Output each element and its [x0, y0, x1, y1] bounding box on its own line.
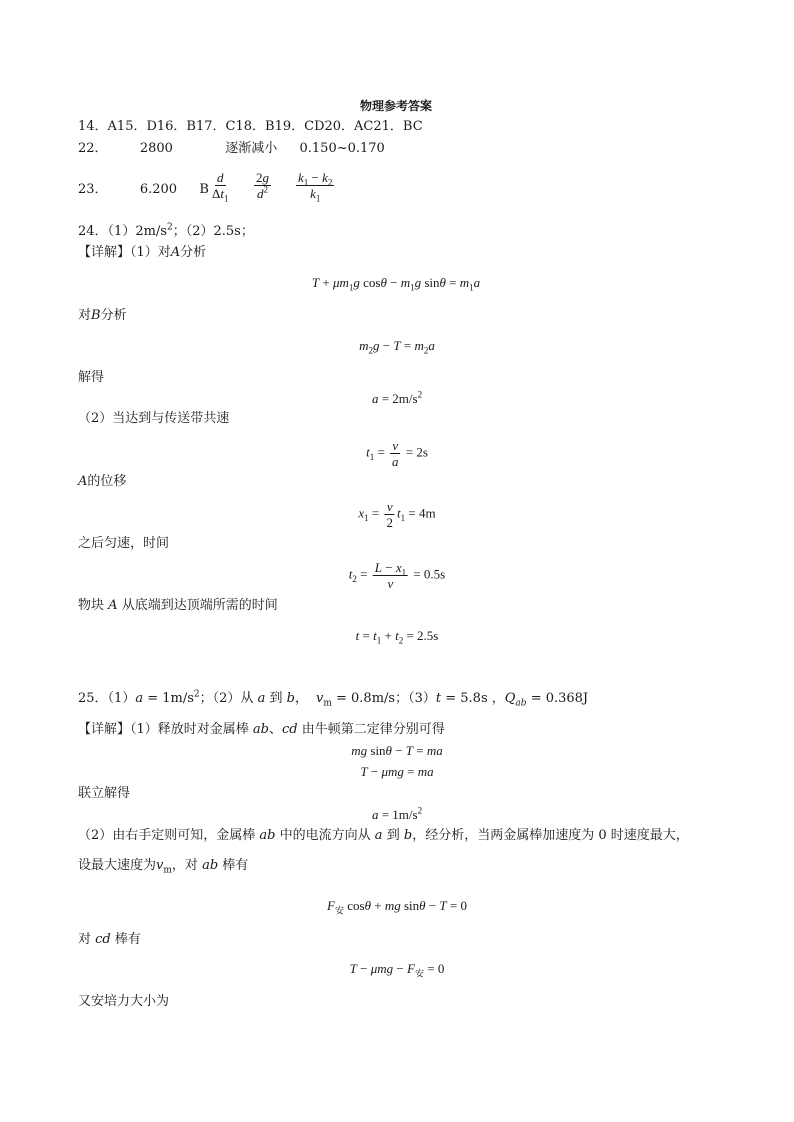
ampere-subscript: 安: [414, 968, 424, 979]
q24-total-label: 物块 A 从底端到达顶端所需的时间: [78, 598, 278, 613]
q24-eq-force-A: $T + \mu m_1g$ $\cos\theta - m_1g$ $\sin\theta = m_1a$: [311, 275, 481, 293]
q23-num: 23．: [78, 182, 108, 197]
q22-answers: [78, 141, 385, 157]
q24-eq-total: $t = t_1 + t_2 = 2.5s$: [355, 628, 439, 646]
q24-eq-t2: $t_2$ = $\frac{L - x_1}{v}$ = 0.5s: [348, 560, 446, 591]
q25-eq-cd-balance: $T - \mu mg - F_安 = 0$: [349, 961, 445, 979]
q14-answers: 14．A15．D16．B17．C18．B19．CD20．AC21．BC: [78, 119, 423, 134]
q24-detail: 【详解】（1）对A分析: [78, 245, 207, 260]
q25-eq-cd: T − μmg = ma: [360, 764, 434, 779]
q24-eq-force-B: $m_2g - T = m_2a$: [359, 338, 435, 356]
q24-header: 24．$(1)2m/s^2$；（2）2.5s；: [78, 222, 254, 239]
q23-formula-3: $\frac{k_1 - k_2}{k_1}$: [298, 170, 333, 204]
q24-uniform-label: 之后匀速，时间: [78, 536, 170, 551]
q24-eq-accel: $a = 2m/s^2$: [371, 389, 423, 406]
q23-answers: [78, 182, 209, 198]
q22-value-c: 0.150~0.170: [299, 141, 385, 156]
q25-part2-line2: 设最大速度为$v_m$，对 ab 棒有: [78, 858, 249, 876]
q22-value-b: 逐渐减小: [225, 141, 278, 156]
q24-b-label: 对B分析: [78, 308, 127, 323]
q22-num: 22．: [78, 141, 108, 156]
q22-value-a: 2800: [139, 141, 173, 156]
q24-eq-x1: $x_1$ = $\frac{v}{2}$ $t_1 = 4m$: [358, 499, 436, 530]
q23-formula-1: $\frac{d}{\Delta t_1}$: [212, 170, 229, 204]
q25-combine-label: 联立解得: [78, 786, 131, 801]
q25-detail: 【详解】（1）释放时对金属棒 ab、cd 由牛顿第二定律分别可得: [78, 722, 445, 737]
q23-formula-2: $\frac{2g}{d^2}$: [256, 170, 269, 201]
q23-value-a: 6.200: [139, 182, 178, 197]
q25-header: 25．$(1)a = 1m/s^2$；（2）从 a 到 b， $v_m = 0.8m/s$；（3）t = 5.8s ，$Q_{ab} = 0.368J$: [78, 689, 589, 709]
q24-disp-label: A的位移: [78, 474, 127, 489]
q25-eq-ab-balance: $F_安$ cosθ + mg sinθ − T = 0: [327, 898, 467, 916]
q24-part2: （2）当达到与传送带共速: [78, 411, 230, 426]
q23-value-b: B: [199, 182, 209, 197]
q25-cd-label: 对 cd 棒有: [78, 932, 141, 947]
q25-eq-accel: $a = 1m/s^2$: [371, 805, 423, 822]
page-title: 物理参考答案: [360, 99, 433, 113]
q24-eq-t1: $t_1$ = $\frac{v}{a}$ = 2s: [366, 438, 428, 469]
q24-solve-label: 解得: [78, 370, 105, 385]
q25-eq-ab: mg sinθ − T = ma: [351, 743, 443, 758]
q25-ampere-label: 又安培力大小为: [78, 994, 170, 1009]
q25-part2-line1: （2）由右手定则可知，金属棒 ab 中的电流方向从 a 到 b，经分析，当两金属棒加速度为 0 时速度最大，: [78, 828, 689, 843]
